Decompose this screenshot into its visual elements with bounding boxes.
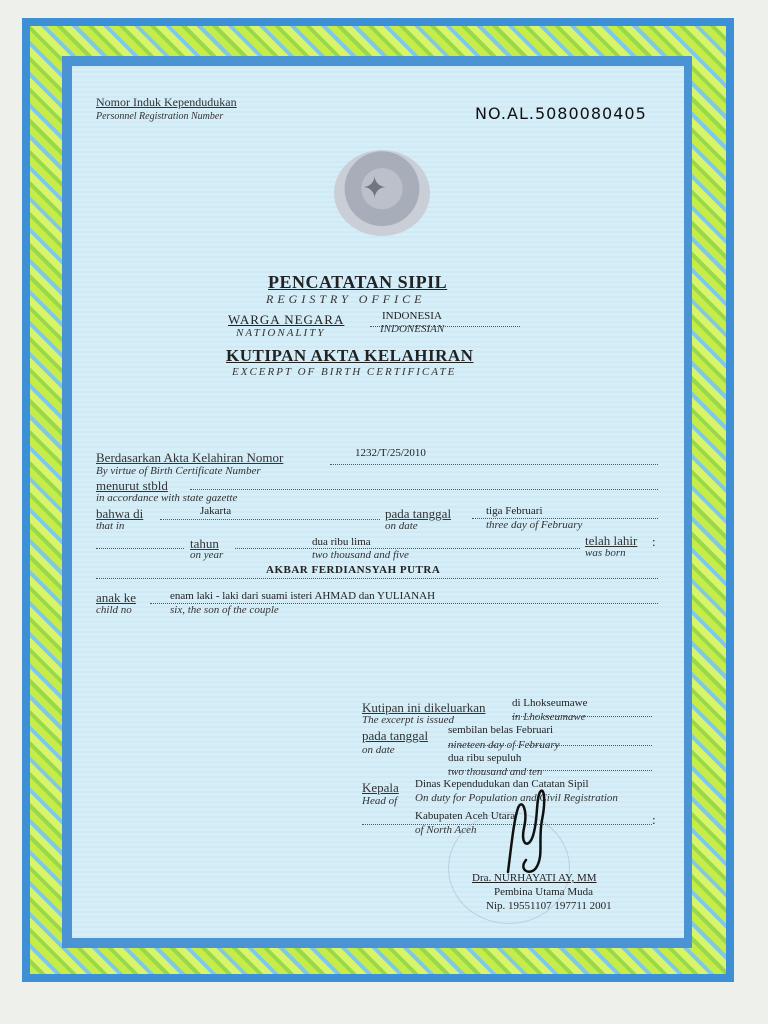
issued-label: Kutipan ini dikeluarkan [362,700,486,715]
birth-date-label: pada tanggal [385,506,452,521]
cert-number-dotted-line [330,464,658,465]
place-dotted-line [160,519,380,520]
nationality-label-en: NATIONALITY [236,327,326,339]
birth-date-value: tiga Februari [486,505,543,517]
issued-place: di Lhokseumawe [512,697,588,709]
cert-number-label: Berdasarkan Akta Kelahiran Nomor [96,450,284,465]
cert-number-label-en: By virtue of Birth Certificate Number [96,465,261,477]
stbld-dotted-line [190,489,658,490]
head-office: Dinas Kependudukan dan Catatan Sipil [415,778,589,790]
year-leading-dotted-line [96,548,184,549]
issued-year-dotted-line [448,770,652,771]
child-name-dotted-line [96,578,658,579]
child-number-value-en: six, the son of the couple [170,604,279,616]
year-dotted-line [235,548,580,549]
document-title-en: EXCERPT OF BIRTH CERTIFICATE [232,366,457,378]
regency-en: of North Aceh [415,824,477,836]
child-number-label-en: child no [96,604,132,616]
head-label-en: Head of [362,795,398,807]
child-name: AKBAR FERDIANSYAH PUTRA [266,564,441,576]
signatory-rank: Pembina Utama Muda [494,886,593,898]
issued-date-label: pada tanggal [362,728,429,743]
issued-date-day-en: nineteen day of February [448,739,560,751]
year-label: tahun [190,536,219,551]
nationality-value-en: INDONESIAN [380,323,445,335]
issued-date-day: sembilan belas Februari [448,724,554,736]
born-label: telah lahir [585,533,638,548]
nationality-value: INDONESIA [382,310,442,322]
issued-label-en: The excerpt is issued [362,714,454,726]
place-value: Jakarta [200,505,232,517]
child-number-dotted-line [150,603,658,604]
issued-place-en: in Lhokseumawe [512,711,586,723]
born-label-en: was born [585,547,626,559]
head-office-en: On duty for Population and Civil Registration [415,792,618,804]
reg-number-label: Nomor Induk Kependudukan [96,95,237,109]
document-title: KUTIPAN AKTA KELAHIRAN [226,346,474,365]
signatory-name: Dra. NURHAYATI AY, MM [472,872,597,884]
place-label: bahwa di [96,506,144,521]
born-colon: : [652,534,656,549]
regency: Kabupaten Aceh Utara [415,810,516,822]
regency-colon: : [652,812,656,827]
issued-place-dotted-line [512,716,652,717]
issued-date-dotted-line [448,745,652,746]
birth-date-dotted-line [472,518,658,519]
nationality-label: WARGA NEGARA [228,312,345,327]
child-number-value: enam laki - laki dari suami isteri AHMAD dan YULIANAH [170,590,436,602]
garuda-emblem-icon: ✦ [334,150,430,236]
year-value: dua ribu lima [312,536,371,548]
nationality-dotted-line [370,326,520,327]
stbld-label-en: in accordance with state gazette [96,492,238,504]
office-title-en: REGISTRY OFFICE [266,292,426,306]
child-number-label: anak ke [96,590,137,605]
issued-date-year-en: two thousand and ten [448,766,543,778]
year-label-en: on year [190,549,224,561]
office-title: PENCATATAN SIPIL [268,272,448,292]
place-label-en: that in [96,520,125,532]
reg-number: NO.AL.5080080405 [475,104,647,123]
birth-date-label-en: on date [385,520,418,532]
head-label: Kepala [362,780,399,795]
birth-date-value-en: three day of February [486,519,583,531]
issued-date-label-en: on date [362,744,395,756]
signature [500,780,570,880]
year-value-en: two thousand and five [312,549,409,561]
stbld-label: menurut stbld [96,478,168,493]
signatory-nip: Nip. 19551107 197711 2001 [486,900,612,912]
issued-date-year: dua ribu sepuluh [448,752,522,764]
reg-number-label-en: Personnel Registration Number [96,111,224,122]
cert-number-value: 1232/T/25/2010 [355,447,426,459]
